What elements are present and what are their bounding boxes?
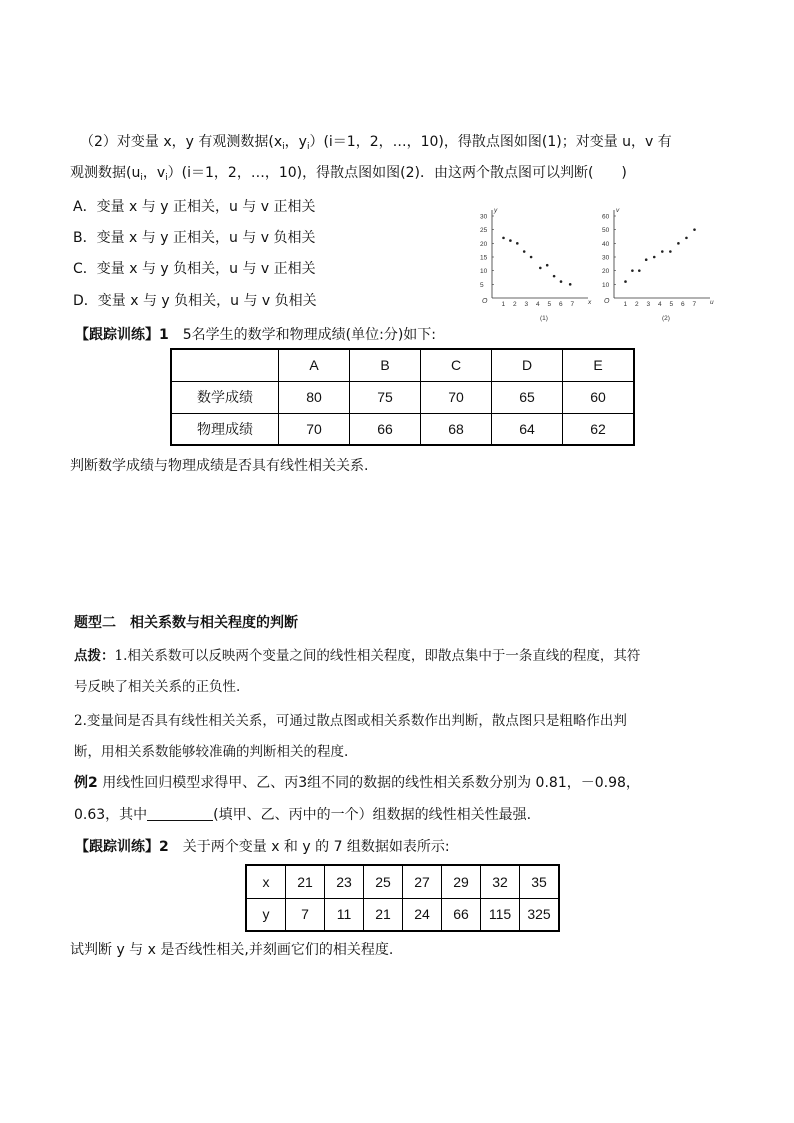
y-tick-label: 10: [602, 281, 610, 289]
y-axis-label: y: [494, 207, 498, 214]
option-b: B．变量 x 与 y 正相关，u 与 v 负相关: [73, 230, 316, 246]
scatter-point: [546, 264, 549, 267]
follow2-table: [245, 864, 560, 932]
table-cell: A: [279, 349, 350, 381]
x-tick-label: 2: [635, 301, 639, 308]
y-tick-label: 20: [480, 240, 488, 248]
table-cell: 325: [520, 898, 560, 931]
scatter-point: [624, 280, 627, 283]
scatter-point: [516, 242, 519, 245]
table-cell: 62: [563, 413, 635, 445]
plot-caption: (1): [540, 315, 548, 322]
table-cell: 64: [492, 413, 563, 445]
table-cell: 11: [325, 898, 364, 931]
table-cell: 65: [492, 381, 563, 413]
scatter-point: [502, 237, 505, 240]
table-cell: 80: [279, 381, 350, 413]
q2-line2: 观测数据($u_i$，$v_i)(i=1$，2，…，10)，得散点图如图(2)．由这两个散点图可以判断( ): [70, 165, 627, 183]
q2-line1: （2）对变量 x，y 有观测数据($x_i$，$y_i)(i=1$，2，…，10)，得散点图如图(1)；对变量 u，v 有: [80, 134, 672, 152]
scatter-point: [553, 275, 556, 278]
x-tick-label: 3: [646, 301, 651, 308]
table-row: [171, 381, 634, 413]
table-cell: y: [246, 898, 286, 931]
y-tick-label: 30: [602, 254, 610, 262]
x-tick-label: 7: [692, 301, 697, 308]
plot-caption: (2): [662, 315, 670, 322]
table-cell: [171, 349, 279, 381]
tip-line-1: 点拨：1.相关系数可以反映两个变量之间的线性相关程度，即散点集中于一条直线的程度，其符: [74, 648, 641, 664]
table-cell: 70: [279, 413, 350, 445]
scatter-point: [693, 228, 696, 231]
origin-label: O: [604, 298, 610, 305]
scatter-point: [677, 242, 680, 245]
table-cell: D: [492, 349, 563, 381]
section-title: 题型二 相关系数与相关程度的判断: [74, 615, 298, 631]
follow2-question: 试判断 y 与 x 是否线性相关,并刻画它们的相关程度.: [70, 942, 394, 958]
x-tick-label: 6: [559, 301, 563, 308]
table-cell: 66: [442, 898, 481, 931]
follow2-heading: 【跟踪训练】2 关于两个变量 x 和 y 的 7 组数据如表所示:: [75, 839, 450, 855]
table-cell: C: [421, 349, 492, 381]
scatter-point: [645, 258, 648, 261]
table-cell: x: [246, 865, 286, 898]
y-axis-label: v: [616, 207, 620, 214]
scatter-point: [631, 269, 634, 272]
x-tick-label: 7: [570, 301, 575, 308]
table-cell: 7: [286, 898, 325, 931]
x-tick-label: 5: [669, 301, 674, 308]
y-tick-label: 10: [480, 268, 488, 276]
y-tick-label: 20: [602, 268, 610, 276]
table-row: [246, 898, 559, 931]
scatter-point: [523, 250, 526, 253]
table-cell: 24: [403, 898, 442, 931]
scatter-point: [530, 256, 533, 259]
table-cell: 25: [364, 865, 403, 898]
table-cell: 21: [286, 865, 325, 898]
tip-line-3: 2.变量间是否具有线性相关关系，可通过散点图或相关系数作出判断，散点图只是粗略作出判: [74, 713, 627, 729]
table-cell: 23: [325, 865, 364, 898]
table-cell: 32: [481, 865, 520, 898]
table-cell: 68: [421, 413, 492, 445]
x-tick-label: 2: [513, 301, 517, 308]
table-cell: 21: [364, 898, 403, 931]
table-cell: 29: [442, 865, 481, 898]
table-cell: 75: [350, 381, 421, 413]
table-row: [171, 413, 634, 445]
tip-line-2: 号反映了相关关系的正负性.: [74, 679, 241, 695]
scatter-point: [685, 237, 688, 240]
scatter-point: [509, 239, 512, 242]
table-row: [171, 349, 634, 381]
table-cell: 70: [421, 381, 492, 413]
table-cell: 35: [520, 865, 560, 898]
table-cell: 66: [350, 413, 421, 445]
table-cell: 60: [563, 381, 635, 413]
example2-line2: 0.63，其中 (填甲、乙、丙中的一个）组数据的线性相关性最强.: [74, 807, 532, 823]
x-tick-label: 1: [623, 301, 628, 308]
tip-line-4: 断，用相关系数能够较准确的判断相关的程度.: [74, 744, 349, 760]
scatter-point: [569, 283, 572, 286]
option-d: D．变量 x 与 y 负相关，u 与 v 负相关: [73, 293, 317, 309]
table-cell: E: [563, 349, 635, 381]
y-tick-label: 25: [480, 227, 488, 235]
x-tick-label: 5: [547, 301, 552, 308]
scatter-point: [560, 280, 563, 283]
scatter-point: [661, 250, 664, 253]
table-row: [246, 865, 559, 898]
x-tick-label: 1: [501, 301, 506, 308]
table-cell: 物理成绩: [171, 413, 279, 445]
option-a: A．变量 x 与 y 正相关，u 与 v 正相关: [73, 199, 316, 215]
x-axis-label: u: [710, 299, 714, 306]
scatter-plot-2: [596, 200, 716, 322]
x-tick-label: 6: [681, 301, 685, 308]
table-cell: 115: [481, 898, 520, 931]
table-cell: B: [350, 349, 421, 381]
y-tick-label: 50: [602, 227, 610, 235]
scatter-point: [669, 250, 672, 253]
table-cell: 数学成绩: [171, 381, 279, 413]
x-tick-label: 3: [524, 301, 529, 308]
scatter-plot-1: [474, 200, 594, 322]
example2-line1: 例2 用线性回归模型求得甲、乙、丙3组不同的数据的线性相关系数分别为 0.81，－0.98，: [74, 775, 640, 791]
x-tick-label: 4: [658, 301, 662, 308]
follow1-table: [170, 348, 635, 446]
answer-blank[interactable]: [147, 806, 213, 821]
y-tick-label: 40: [602, 240, 610, 248]
scatter-point: [539, 267, 542, 270]
scatter-point: [653, 256, 656, 259]
x-tick-label: 4: [536, 301, 540, 308]
y-tick-label: 5: [480, 281, 484, 289]
y-tick-label: 30: [480, 213, 488, 221]
y-tick-label: 15: [480, 254, 488, 262]
follow1-heading: 【跟踪训练】1 5名学生的数学和物理成绩(单位:分)如下:: [75, 327, 437, 343]
follow1-question: 判断数学成绩与物理成绩是否具有线性相关关系.: [70, 458, 369, 474]
x-axis-label: x: [588, 299, 592, 306]
origin-label: O: [482, 298, 488, 305]
table-cell: 27: [403, 865, 442, 898]
scatter-point: [638, 269, 641, 272]
option-c: C．变量 x 与 y 负相关，u 与 v 正相关: [73, 261, 316, 277]
y-tick-label: 60: [602, 213, 610, 221]
